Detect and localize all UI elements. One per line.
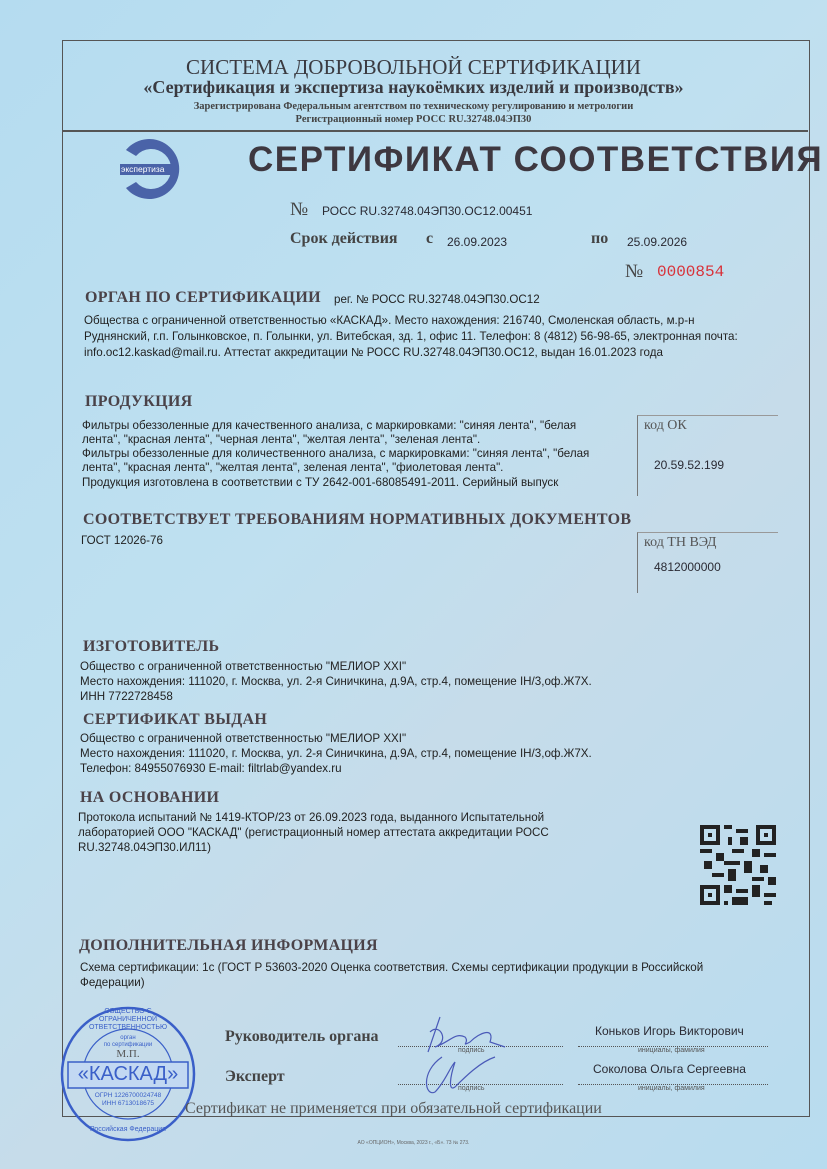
validity-label: Срок действия xyxy=(290,230,398,247)
validity-to: 25.09.2026 xyxy=(627,235,688,249)
registration-note: Зарегистрирована Федеральным агентством по техническому регулированию и метрологии xyxy=(193,101,634,112)
issued-to-line: Общество с ограниченной ответственностью "МЕЛИОР XXI" xyxy=(80,732,407,745)
normative-document: ГОСТ 12026-76 xyxy=(81,534,163,547)
issued-to-line: Телефон: 84955076930 E-mail: filtrlab@yandex.ru xyxy=(80,762,342,775)
issued-to-heading: СЕРТИФИКАТ ВЫДАН xyxy=(83,711,268,728)
validity-from: 26.09.2023 xyxy=(447,235,508,249)
logo-text: экспертиза xyxy=(121,164,165,174)
head-label: Руководитель органа xyxy=(225,1028,379,1045)
stamp-country: Российская Федерация xyxy=(90,1126,166,1133)
ok-code: 20.59.52.199 xyxy=(654,458,725,472)
manufacturer-line: Общество с ограниченной ответственностью "МЕЛИОР XXI" xyxy=(80,660,407,673)
mp-label: М.П. xyxy=(116,1048,140,1060)
basis-line: лабораторией ООО "КАСКАД" (регистрационный номер аттестата аккредитации РОСС xyxy=(78,826,549,839)
issued-to-line: Место нахождения: 111020, г. Москва, ул. 2-я Синичкина, д.9А, стр.4, помещение IH/3,оф.Ж7Х. xyxy=(80,747,592,760)
signature-caption: подпись xyxy=(458,1047,485,1054)
basis-line: RU.32748.04ЭП30.ИЛ11) xyxy=(78,841,211,854)
printer-footer: АО «ОПЦИОН», Москва, 2023 г., «Б». 73 № 273. xyxy=(357,1140,470,1146)
tnved-code-box xyxy=(637,532,778,593)
products-heading: ПРОДУКЦИЯ xyxy=(85,393,193,410)
blank-number: 0000854 xyxy=(657,263,725,281)
signatures-handwritten xyxy=(410,1012,520,1102)
product-line: Фильтры обеззоленные для качественного анализа, с маркировками: "синяя лента", "белая xyxy=(82,419,577,432)
manufacturer-line: Место нахождения: 111020, г. Москва, ул. 2-я Синичкина, д.9А, стр.4, помещение IH/3,оф.Ж7Х. xyxy=(80,675,592,688)
product-line: лента", "красная лента", "желтая лента", зеленая лента", "фиолетовая лента". xyxy=(82,461,504,474)
system-title: СИСТЕМА ДОБРОВОЛЬНОЙ СЕРТИФИКАЦИИ xyxy=(186,55,641,79)
validity-from-label: с xyxy=(426,230,434,247)
header-divider xyxy=(62,130,808,132)
ok-code-box xyxy=(637,415,778,496)
conformity-heading: СООТВЕТСТВУЕТ ТРЕБОВАНИЯМ НОРМАТИВНЫХ ДОКУМЕНТОВ xyxy=(83,511,632,528)
expert-label: Эксперт xyxy=(225,1068,285,1085)
org-reg-number: рег. № РОСС RU.32748.04ЭП30.ОС12 xyxy=(334,293,540,306)
product-line: Фильтры обеззоленные для количественного анализа, с маркировками: "синяя лента", "белая xyxy=(82,447,590,460)
number-label: № xyxy=(290,199,309,220)
registration-number: Регистрационный номер РОСС RU.32748.04ЭП30 xyxy=(295,114,532,125)
stamp-name: «КАСКАД» xyxy=(77,1063,179,1085)
document-title: СЕРТИФИКАТ СООТВЕТСТВИЯ xyxy=(248,140,824,179)
stamp-outer-text: ОБЩЕСТВО С ОГРАНИЧЕННОЙ ОТВЕТСТВЕННОСТЬЮ xyxy=(88,1008,168,1031)
certificate-number: РОСС RU.32748.04ЭП30.ОС12.00451 xyxy=(322,204,533,218)
product-line: лента", "красная лента", "черная лента", "желтая лента", "зеленая лента". xyxy=(82,433,481,446)
basis-line: Протокола испытаний № 1419-КТОР/23 от 26.09.2023 года, выданного Испытательной xyxy=(78,811,545,824)
stamp-inner-text: орган xyxy=(120,1035,136,1041)
manufacturer-line: ИНН 7722728458 xyxy=(80,690,173,703)
manufacturer-heading: ИЗГОТОВИТЕЛЬ xyxy=(83,638,220,655)
validity-to-label: по xyxy=(591,230,609,247)
additional-line: Федерации) xyxy=(80,976,145,989)
additional-line: Схема сертификации: 1с (ГОСТ Р 53603-2020 Оценка соответствия. Схемы сертификации продукции в Российской xyxy=(80,961,704,974)
tnved-code: 4812000000 xyxy=(654,560,721,574)
organization-stamp xyxy=(58,1004,198,1144)
qr-code xyxy=(700,825,776,905)
basis-heading: НА ОСНОВАНИИ xyxy=(80,789,220,806)
stamp-ogrn: ОГРН 1226700024748 xyxy=(94,1092,162,1099)
notice-text: Сертификат не применяется при обязательной сертификации xyxy=(185,1100,602,1117)
additional-heading: ДОПОЛНИТЕЛЬНАЯ ИНФОРМАЦИЯ xyxy=(79,937,378,954)
product-line: Продукция изготовлена в соответствии с ТУ 2642-001-68085491-2011. Серийный выпуск xyxy=(82,476,559,489)
ekspertiza-logo xyxy=(118,136,184,202)
expert-name: Соколова Ольга Сергеевна xyxy=(593,1062,746,1076)
head-name: Коньков Игорь Викторович xyxy=(595,1024,744,1038)
signature-caption: подпись xyxy=(458,1085,485,1092)
stamp-inner-text: по сертификации xyxy=(103,1042,153,1048)
org-line: info.oc12.kaskad@mail.ru. Аттестат аккредитации № РОСС RU.32748.04ЭП30.ОС12, выдан 16.01.2023 года xyxy=(84,346,663,359)
org-line: Общества с ограниченной ответственностью «КАСКАД». Место нахождения: 216740, Смоленская область, м.р-н xyxy=(84,314,695,327)
blank-number-label: № xyxy=(625,261,644,282)
name-caption: инициалы, фамилия xyxy=(638,1085,705,1092)
name-caption: инициалы, фамилия xyxy=(638,1047,705,1054)
ok-code-label: код ОК xyxy=(644,418,687,433)
stamp-inn: ИНН 6713018675 xyxy=(101,1100,155,1107)
tnved-code-label: код ТН ВЭД xyxy=(644,535,717,550)
system-name: «Сертификация и экспертиза наукоёмких изделий и производств» xyxy=(143,77,684,97)
org-line: Руднянский, г.п. Голынковское, п. Голынки, ул. Витебская, зд. 1, офис 11. Телефон: 8 (4812) 56-98-65, электронная почта: xyxy=(84,330,738,343)
org-heading: ОРГАН ПО СЕРТИФИКАЦИИ xyxy=(85,289,321,306)
